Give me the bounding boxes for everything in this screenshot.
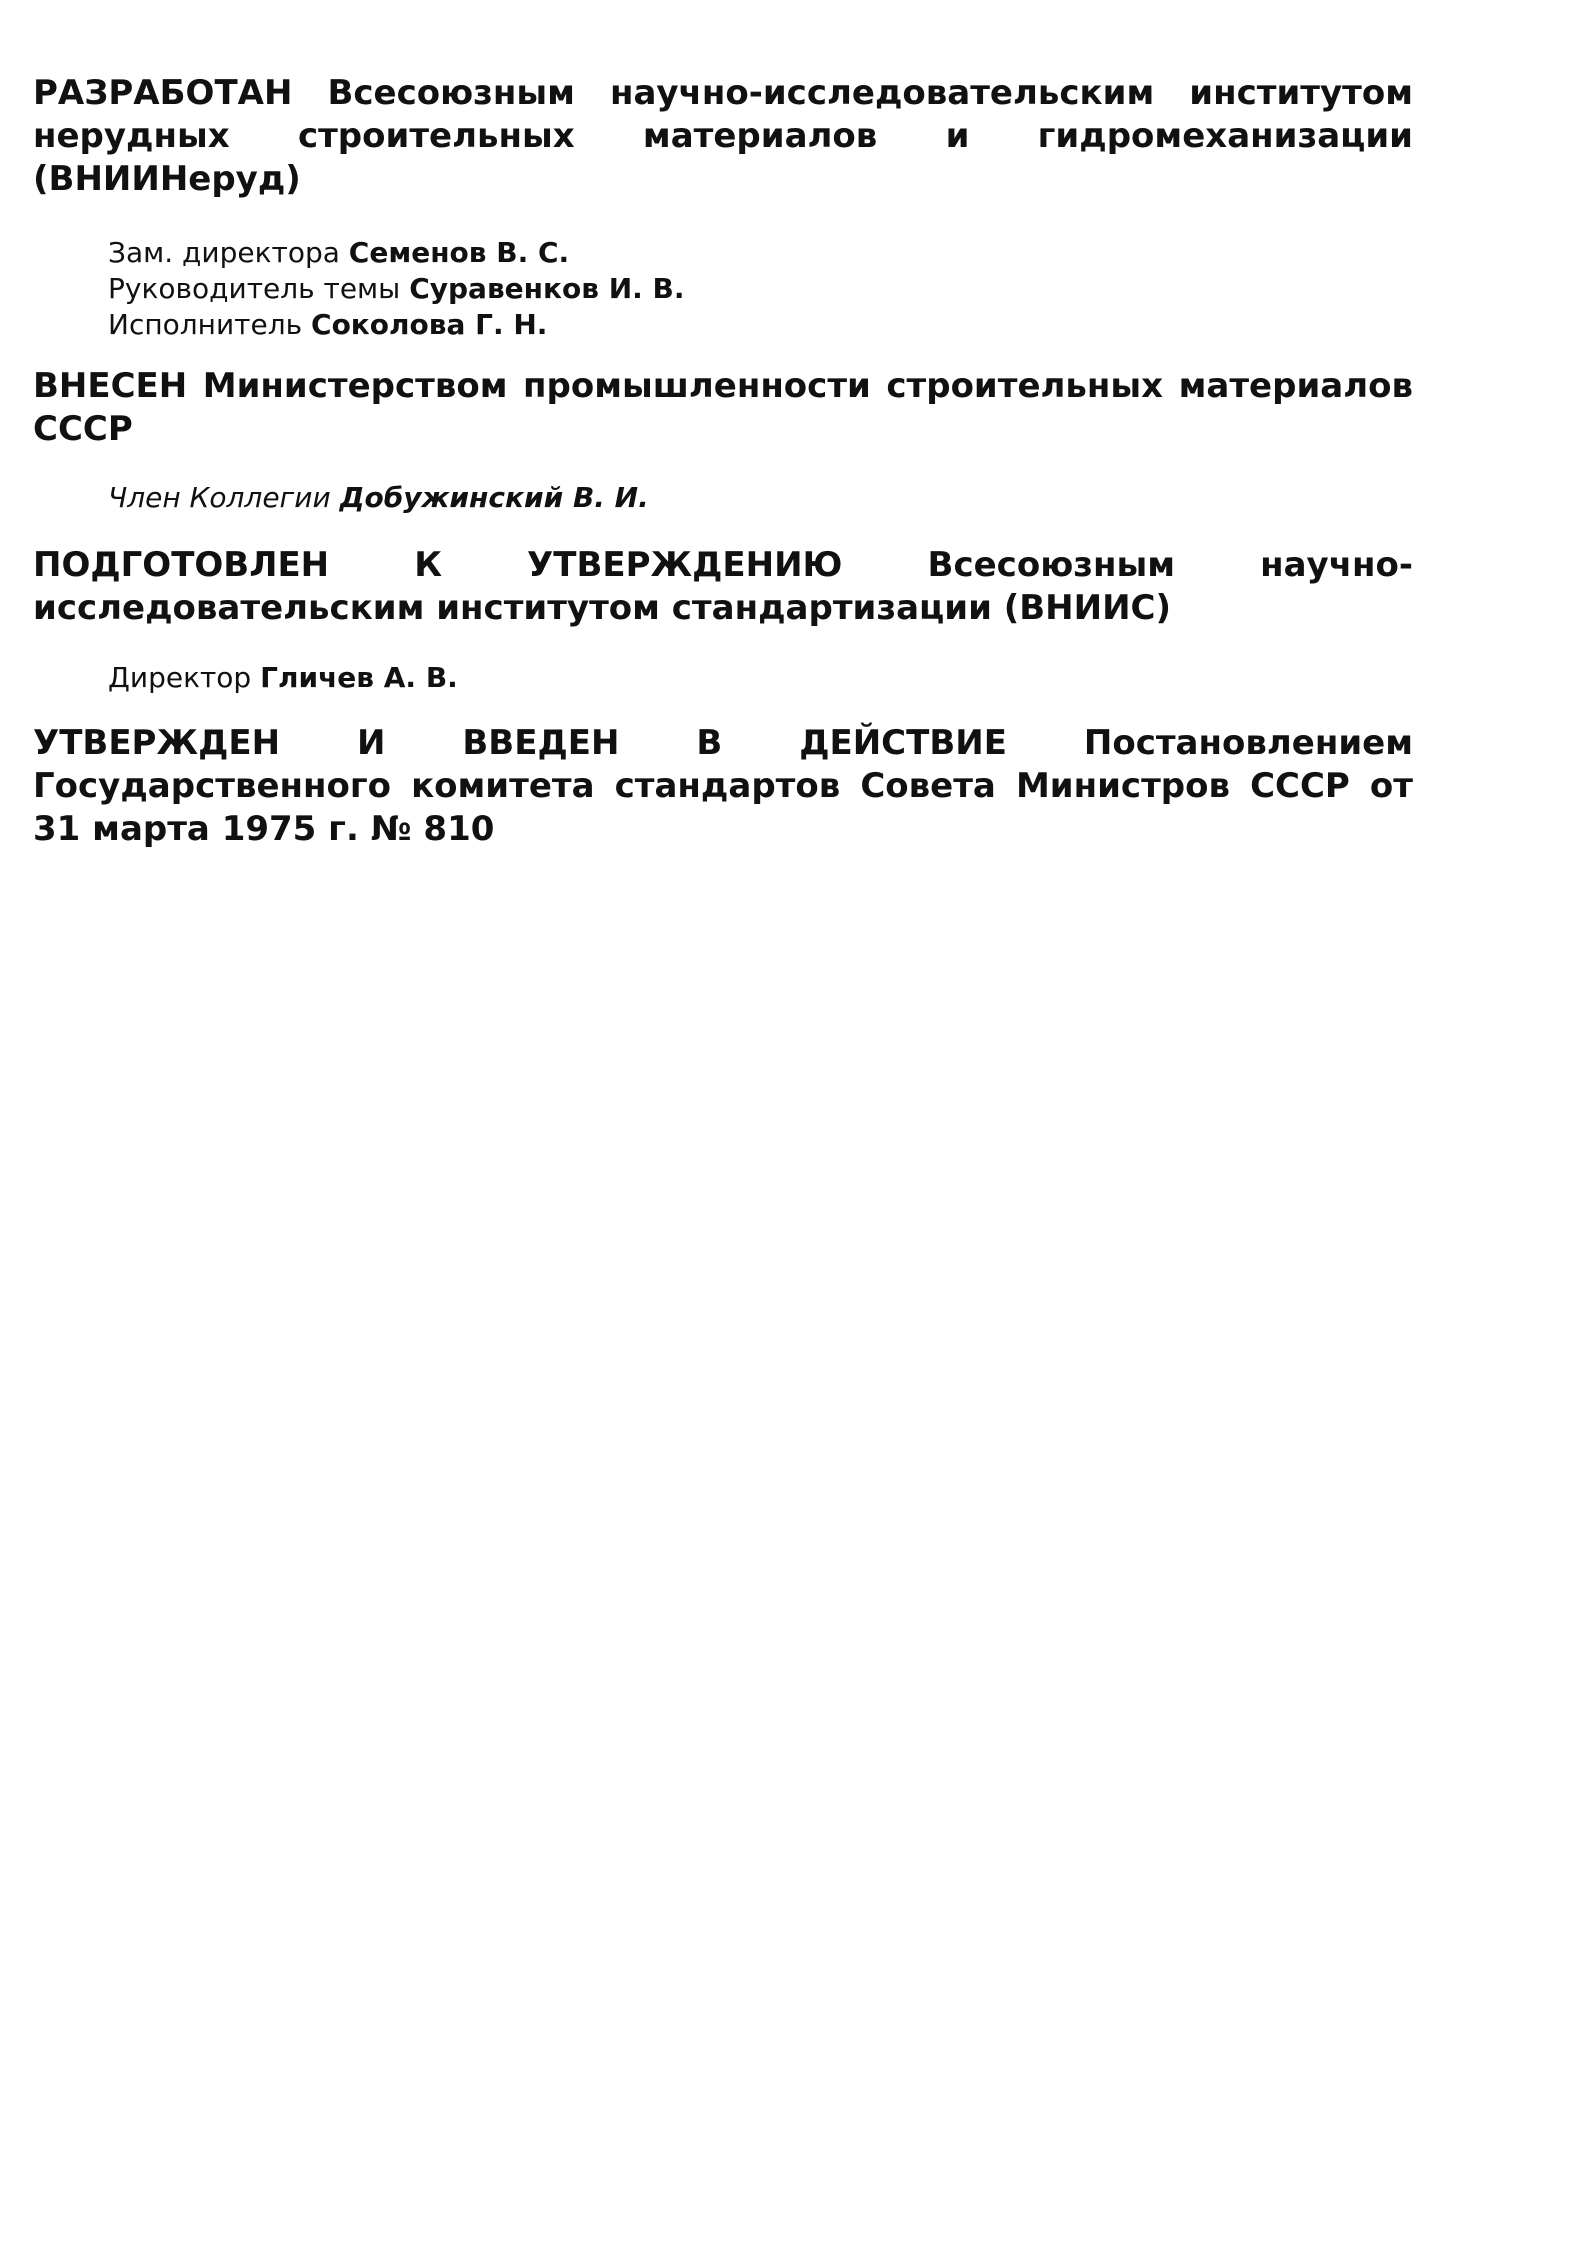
section-prepared-staff — [108, 660, 1408, 696]
section-approved-paragraph — [33, 722, 1413, 851]
staff-role: Зам. директора — [108, 236, 349, 269]
section-developed-lead: РАЗРАБОТАН — [33, 73, 293, 113]
staff-role: Руководитель темы — [108, 272, 410, 305]
section-prepared-lead: ПОДГОТОВЛЕН К УТВЕРЖДЕНИЮ — [33, 545, 843, 585]
section-approved-text: Постановлением Государственного комитета стандартов Совета Министров СССР от 31 марта 1975 г. № 810 — [33, 723, 1413, 849]
section-developed — [33, 72, 1413, 201]
section-developed-text: Всесоюзным научно-исследовательским институтом нерудных строительных материалов и гидромеханизации (ВНИИНеруд) — [33, 73, 1413, 199]
section-prepared-text: Всесоюзным научно-исследовательским институтом стандартизации (ВНИИС) — [33, 545, 1413, 628]
staff-role: Исполнитель — [108, 308, 312, 341]
staff-line — [108, 480, 1408, 516]
staff-role: Член Коллегии — [108, 481, 340, 514]
section-developed-paragraph — [33, 72, 1413, 201]
staff-name: Суравенков И. В. — [409, 272, 685, 305]
staff-line — [108, 271, 1408, 307]
section-approved-lead: УТВЕРЖДЕН И ВВЕДЕН В ДЕЙСТВИЕ — [33, 723, 1007, 763]
staff-name: Соколова Г. Н. — [311, 308, 548, 341]
staff-name: Семенов В. С. — [348, 236, 570, 269]
section-prepared-paragraph — [33, 544, 1413, 630]
section-submitted-lead: ВНЕСЕН — [33, 366, 188, 406]
staff-line — [108, 307, 1408, 343]
section-approved — [33, 722, 1413, 851]
section-prepared — [33, 544, 1413, 630]
staff-role: Директор — [108, 661, 261, 694]
section-developed-staff — [108, 235, 1408, 343]
staff-name: Гличев А. В. — [260, 661, 458, 694]
section-submitted-text: Министерством промышленности строительных материалов СССР — [33, 366, 1413, 449]
staff-line — [108, 660, 1408, 696]
section-submitted-staff — [108, 480, 1408, 516]
section-submitted-paragraph — [33, 365, 1413, 451]
staff-name: Добужинский В. И. — [339, 481, 649, 514]
section-submitted — [33, 365, 1413, 451]
staff-line — [108, 235, 1408, 271]
